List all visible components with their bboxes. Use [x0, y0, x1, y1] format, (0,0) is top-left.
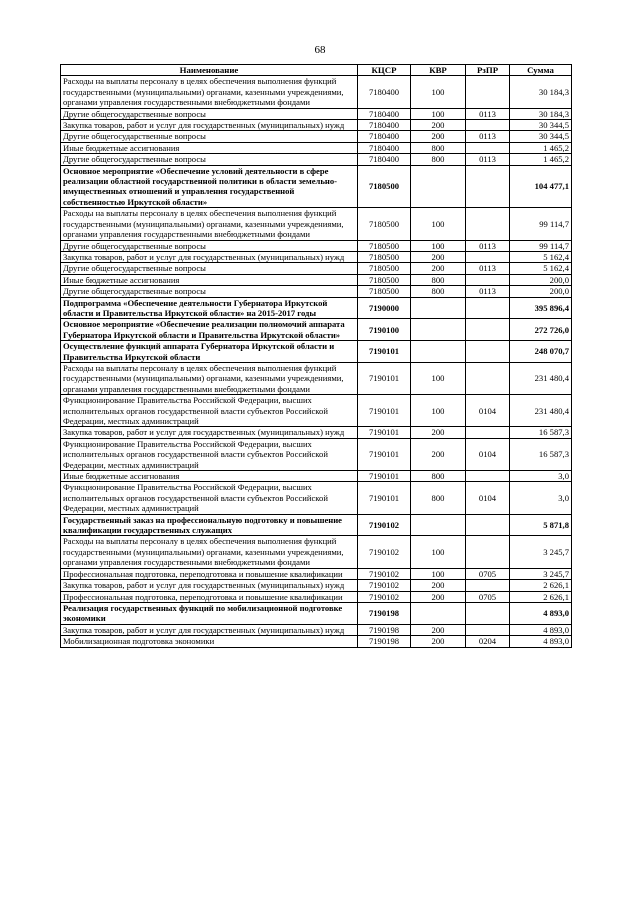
row-name-cell: Функционирование Правительства Российской Федерации, высших исполнительных органов государственной власти субъектов Российской Федерации, местных администраций: [61, 395, 358, 427]
table-row: [61, 208, 572, 240]
row-sum-cell: 248 070,7: [510, 341, 572, 363]
row-sum-cell: 3 245,7: [510, 536, 572, 568]
row-rzpr-cell: [466, 362, 510, 394]
row-name-cell: Закупка товаров, работ и услуг для государственных (муниципальных) нужд: [61, 251, 358, 262]
table-row: [61, 108, 572, 119]
row-rzpr-cell: 0113: [466, 131, 510, 142]
row-rzpr-cell: [466, 120, 510, 131]
row-kcsr-cell: 7190102: [358, 591, 411, 602]
row-sum-cell: 2 626,1: [510, 580, 572, 591]
row-name-cell: Закупка товаров, работ и услуг для государственных (муниципальных) нужд: [61, 120, 358, 131]
table-row: [61, 602, 572, 624]
row-rzpr-cell: [466, 208, 510, 240]
row-sum-cell: 99 114,7: [510, 240, 572, 251]
row-kcsr-cell: 7180500: [358, 165, 411, 208]
table-row: [61, 624, 572, 635]
row-rzpr-cell: 0104: [466, 482, 510, 514]
row-name-cell: Закупка товаров, работ и услуг для государственных (муниципальных) нужд: [61, 580, 358, 591]
row-rzpr-cell: [466, 297, 510, 319]
page-number: 68: [314, 44, 326, 56]
table-row: [61, 251, 572, 262]
row-kvr-cell: 100: [411, 362, 466, 394]
row-kvr-cell: 200: [411, 427, 466, 438]
row-rzpr-cell: 0113: [466, 240, 510, 251]
row-kvr-cell: 800: [411, 274, 466, 285]
row-kvr-cell: 200: [411, 131, 466, 142]
row-kvr-cell: 200: [411, 591, 466, 602]
row-kcsr-cell: 7190102: [358, 568, 411, 579]
row-kcsr-cell: 7190102: [358, 514, 411, 536]
table-row: [61, 142, 572, 153]
table-row: [61, 514, 572, 536]
row-rzpr-cell: 0113: [466, 154, 510, 165]
row-name-cell: Основное мероприятие «Обеспечение реализации полномочий аппарата Губернатора Иркутской области и Правительства Иркутской области»: [61, 319, 358, 341]
row-sum-cell: 30 344,5: [510, 120, 572, 131]
row-sum-cell: 2 626,1: [510, 591, 572, 602]
row-rzpr-cell: 0113: [466, 286, 510, 297]
row-kcsr-cell: 7180500: [358, 251, 411, 262]
row-kcsr-cell: 7180400: [358, 154, 411, 165]
row-kvr-cell: 200: [411, 263, 466, 274]
row-kcsr-cell: 7180500: [358, 208, 411, 240]
row-kvr-cell: 100: [411, 240, 466, 251]
row-sum-cell: 1 465,2: [510, 142, 572, 153]
row-kcsr-cell: 7190101: [358, 471, 411, 482]
row-rzpr-cell: [466, 624, 510, 635]
row-kvr-cell: 200: [411, 624, 466, 635]
row-kcsr-cell: 7190101: [358, 341, 411, 363]
row-kcsr-cell: 7190101: [358, 362, 411, 394]
table-row: [61, 427, 572, 438]
row-rzpr-cell: 0104: [466, 395, 510, 427]
row-kcsr-cell: 7180500: [358, 274, 411, 285]
table-row: [61, 395, 572, 427]
row-name-cell: Профессиональная подготовка, переподготовка и повышение квалификации: [61, 591, 358, 602]
row-name-cell: Другие общегосударственные вопросы: [61, 131, 358, 142]
row-sum-cell: 104 477,1: [510, 165, 572, 208]
row-kcsr-cell: 7180400: [358, 142, 411, 153]
table-row: [61, 482, 572, 514]
row-sum-cell: 3 245,7: [510, 568, 572, 579]
row-rzpr-cell: 0705: [466, 591, 510, 602]
row-kcsr-cell: 7190198: [358, 636, 411, 647]
row-name-cell: Функционирование Правительства Российской Федерации, высших исполнительных органов государственной власти субъектов Российской Федерации, местных администраций: [61, 438, 358, 470]
table-row: [61, 297, 572, 319]
row-kvr-cell: 800: [411, 286, 466, 297]
row-kvr-cell: [411, 165, 466, 208]
row-kvr-cell: [411, 514, 466, 536]
row-rzpr-cell: [466, 602, 510, 624]
row-rzpr-cell: 0204: [466, 636, 510, 647]
budget-table: [60, 64, 572, 648]
table-row: [61, 319, 572, 341]
row-rzpr-cell: [466, 536, 510, 568]
row-name-cell: Подпрограмма «Обеспечение деятельности Губернатора Иркутской области и Правительства Иркутской области» на 2015-2017 годы: [61, 297, 358, 319]
row-sum-cell: 30 184,3: [510, 76, 572, 108]
row-sum-cell: 5 162,4: [510, 251, 572, 262]
row-kvr-cell: [411, 341, 466, 363]
row-kvr-cell: 100: [411, 76, 466, 108]
table-row: [61, 131, 572, 142]
header-sum: Сумма: [510, 65, 572, 76]
row-rzpr-cell: [466, 76, 510, 108]
row-kcsr-cell: 7190198: [358, 602, 411, 624]
row-sum-cell: 4 893,0: [510, 624, 572, 635]
row-kcsr-cell: 7180500: [358, 263, 411, 274]
row-sum-cell: 5 871,8: [510, 514, 572, 536]
row-sum-cell: 272 726,0: [510, 319, 572, 341]
row-rzpr-cell: [466, 142, 510, 153]
row-kvr-cell: [411, 319, 466, 341]
row-kvr-cell: 100: [411, 395, 466, 427]
table-row: [61, 165, 572, 208]
row-name-cell: Профессиональная подготовка, переподготовка и повышение квалификации: [61, 568, 358, 579]
row-name-cell: Основное мероприятие «Обеспечение условий деятельности в сфере реализации областной государственной политики в области земельно-имущественных отношений и управления государственной собственностью Иркутской области»: [61, 165, 358, 208]
table-row: [61, 341, 572, 363]
header-rzpr: РзПР: [466, 65, 510, 76]
row-rzpr-cell: [466, 165, 510, 208]
row-sum-cell: 395 896,4: [510, 297, 572, 319]
row-kvr-cell: [411, 602, 466, 624]
row-rzpr-cell: [466, 471, 510, 482]
row-sum-cell: 4 893,0: [510, 602, 572, 624]
row-kcsr-cell: 7180400: [358, 76, 411, 108]
row-name-cell: Мобилизационная подготовка экономики: [61, 636, 358, 647]
row-name-cell: Закупка товаров, работ и услуг для государственных (муниципальных) нужд: [61, 427, 358, 438]
table-row: [61, 438, 572, 470]
table-header-row: [61, 65, 572, 76]
row-kvr-cell: [411, 297, 466, 319]
row-kcsr-cell: 7190101: [358, 482, 411, 514]
row-rzpr-cell: [466, 427, 510, 438]
row-rzpr-cell: [466, 274, 510, 285]
row-name-cell: Государственный заказ на профессиональную подготовку и повышение квалификации государственных служащих: [61, 514, 358, 536]
header-name: Наименование: [61, 65, 358, 76]
row-rzpr-cell: 0113: [466, 263, 510, 274]
table-row: [61, 274, 572, 285]
row-rzpr-cell: [466, 514, 510, 536]
row-rzpr-cell: [466, 341, 510, 363]
row-name-cell: Расходы на выплаты персоналу в целях обеспечения выполнения функций государственными (муниципальными) органами, казенными учреждениями, органами управления государственными внебюджетными фондами: [61, 208, 358, 240]
row-kcsr-cell: 7190100: [358, 319, 411, 341]
table-row: [61, 154, 572, 165]
row-name-cell: Другие общегосударственные вопросы: [61, 154, 358, 165]
row-kcsr-cell: 7180400: [358, 131, 411, 142]
row-kvr-cell: 800: [411, 154, 466, 165]
row-name-cell: Другие общегосударственные вопросы: [61, 240, 358, 251]
table-row: [61, 591, 572, 602]
header-kvr: КВР: [411, 65, 466, 76]
row-sum-cell: 231 480,4: [510, 362, 572, 394]
row-kvr-cell: 200: [411, 636, 466, 647]
row-kvr-cell: 200: [411, 438, 466, 470]
row-kvr-cell: 800: [411, 142, 466, 153]
row-sum-cell: 200,0: [510, 286, 572, 297]
row-name-cell: Расходы на выплаты персоналу в целях обеспечения выполнения функций государственными (муниципальными) органами, казенными учреждениями, органами управления государственными внебюджетными фондами: [61, 76, 358, 108]
row-sum-cell: 16 587,3: [510, 427, 572, 438]
row-kvr-cell: 200: [411, 120, 466, 131]
row-kvr-cell: 200: [411, 580, 466, 591]
row-sum-cell: 5 162,4: [510, 263, 572, 274]
row-sum-cell: 30 184,3: [510, 108, 572, 119]
row-name-cell: Иные бюджетные ассигнования: [61, 142, 358, 153]
table-row: [61, 536, 572, 568]
table-body: [61, 76, 572, 647]
row-kcsr-cell: 7180400: [358, 120, 411, 131]
row-name-cell: Иные бюджетные ассигнования: [61, 274, 358, 285]
row-sum-cell: 231 480,4: [510, 395, 572, 427]
row-kvr-cell: 100: [411, 208, 466, 240]
row-kvr-cell: 200: [411, 251, 466, 262]
table-row: [61, 120, 572, 131]
row-kcsr-cell: 7180500: [358, 286, 411, 297]
row-kcsr-cell: 7180400: [358, 108, 411, 119]
row-sum-cell: 3,0: [510, 471, 572, 482]
row-kvr-cell: 100: [411, 568, 466, 579]
row-sum-cell: 200,0: [510, 274, 572, 285]
row-rzpr-cell: 0113: [466, 108, 510, 119]
row-name-cell: Закупка товаров, работ и услуг для государственных (муниципальных) нужд: [61, 624, 358, 635]
row-kcsr-cell: 7190000: [358, 297, 411, 319]
row-sum-cell: 3,0: [510, 482, 572, 514]
row-sum-cell: 30 344,5: [510, 131, 572, 142]
row-rzpr-cell: [466, 319, 510, 341]
table-row: [61, 263, 572, 274]
row-kvr-cell: 100: [411, 536, 466, 568]
header-kcsr: КЦСР: [358, 65, 411, 76]
row-name-cell: Другие общегосударственные вопросы: [61, 263, 358, 274]
row-sum-cell: 4 893,0: [510, 636, 572, 647]
row-kcsr-cell: 7190101: [358, 438, 411, 470]
row-name-cell: Реализация государственных функций по мобилизационной подготовке экономики: [61, 602, 358, 624]
row-kcsr-cell: 7190102: [358, 580, 411, 591]
table-row: [61, 636, 572, 647]
row-name-cell: Расходы на выплаты персоналу в целях обеспечения выполнения функций государственными (муниципальными) органами, казенными учреждениями, органами управления государственными внебюджетными фондами: [61, 536, 358, 568]
row-kvr-cell: 800: [411, 471, 466, 482]
row-name-cell: Функционирование Правительства Российской Федерации, высших исполнительных органов государственной власти субъектов Российской Федерации, местных администраций: [61, 482, 358, 514]
table-row: [61, 286, 572, 297]
row-rzpr-cell: 0104: [466, 438, 510, 470]
row-sum-cell: 16 587,3: [510, 438, 572, 470]
row-name-cell: Осуществление функций аппарата Губернатора Иркутской области и Правительства Иркутской области: [61, 341, 358, 363]
row-kcsr-cell: 7190102: [358, 536, 411, 568]
table-row: [61, 240, 572, 251]
table-row: [61, 568, 572, 579]
row-rzpr-cell: [466, 251, 510, 262]
row-rzpr-cell: 0705: [466, 568, 510, 579]
row-name-cell: Другие общегосударственные вопросы: [61, 108, 358, 119]
row-kcsr-cell: 7190101: [358, 427, 411, 438]
row-kcsr-cell: 7180500: [358, 240, 411, 251]
row-kcsr-cell: 7190101: [358, 395, 411, 427]
row-kvr-cell: 800: [411, 482, 466, 514]
table-row: [61, 471, 572, 482]
row-rzpr-cell: [466, 580, 510, 591]
row-sum-cell: 99 114,7: [510, 208, 572, 240]
row-sum-cell: 1 465,2: [510, 154, 572, 165]
table-row: [61, 362, 572, 394]
table-row: [61, 76, 572, 108]
row-name-cell: Расходы на выплаты персоналу в целях обеспечения выполнения функций государственными (муниципальными) органами, казенными учреждениями, органами управления государственными внебюджетными фондами: [61, 362, 358, 394]
row-name-cell: Другие общегосударственные вопросы: [61, 286, 358, 297]
row-name-cell: Иные бюджетные ассигнования: [61, 471, 358, 482]
row-kcsr-cell: 7190198: [358, 624, 411, 635]
row-kvr-cell: 100: [411, 108, 466, 119]
table-row: [61, 580, 572, 591]
